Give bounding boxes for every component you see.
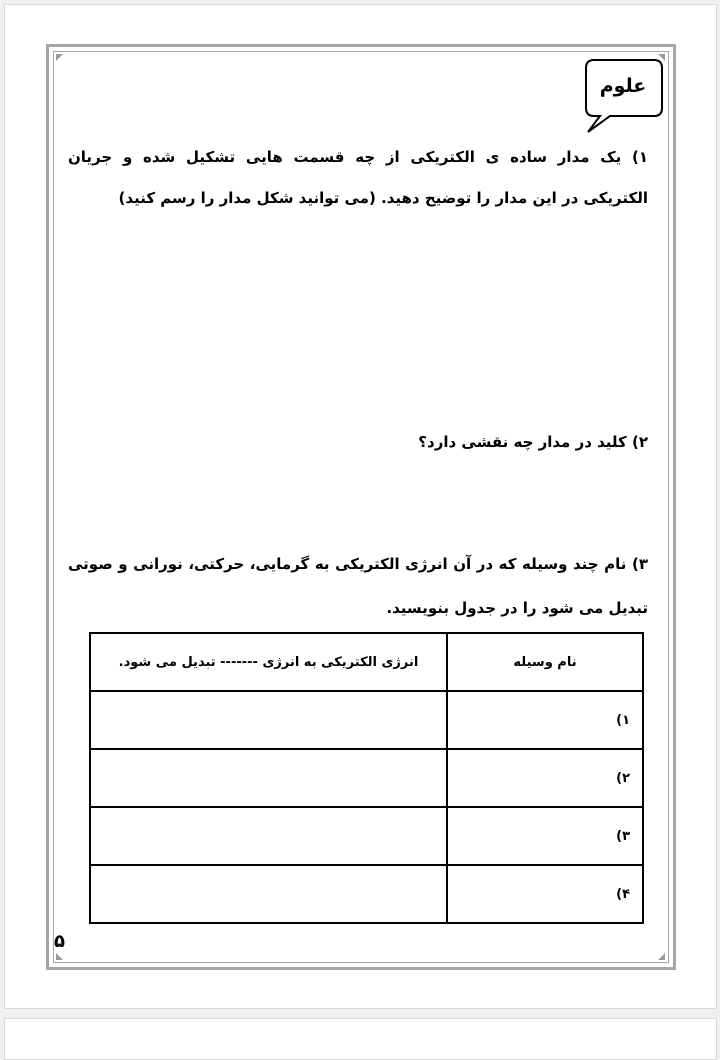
answer-cell[interactable] — [90, 749, 447, 807]
subject-title: علوم — [599, 75, 647, 97]
table-row — [90, 807, 643, 865]
question-3-line-1: ۳) نام چند وسیله که در آن انرژی الکتریکی به گرمایی، حرکتی، نورانی و صوتی — [68, 555, 648, 573]
answer-cell[interactable] — [90, 691, 447, 749]
answer-table — [89, 632, 644, 924]
answer-cell[interactable] — [90, 807, 447, 865]
table-header-row — [90, 633, 643, 691]
header-device-name: نام وسیله — [447, 633, 643, 691]
corner-ornament — [658, 953, 665, 960]
row-number: ۱) — [447, 691, 643, 749]
question-1-line-1: ۱) یک مدار ساده ی الکتریکی از چه قسمت هایی تشکیل شده و جریان — [68, 148, 648, 166]
row-number: ۲) — [447, 749, 643, 807]
table-row — [90, 865, 643, 923]
question-1-line-2: الکتریکی در این مدار را توضیح دهید. (می توانید شکل مدار را رسم کنید) — [118, 189, 648, 207]
header-energy-conversion: انرژی الکتریکی به انرژی ------- تبدیل می شود. — [90, 633, 447, 691]
answer-cell[interactable] — [90, 865, 447, 923]
corner-ornament — [56, 54, 63, 61]
row-number: ۳) — [447, 807, 643, 865]
table-row — [90, 691, 643, 749]
question-2: ۲) کلید در مدار چه نقشی دارد؟ — [418, 433, 648, 451]
question-3-line-2: تبدیل می شود را در جدول بنویسید. — [386, 599, 648, 617]
next-page-sheet — [4, 1018, 717, 1060]
row-number: ۴) — [447, 865, 643, 923]
corner-ornament — [56, 953, 63, 960]
page-number: ۵ — [54, 931, 65, 952]
table-row — [90, 749, 643, 807]
